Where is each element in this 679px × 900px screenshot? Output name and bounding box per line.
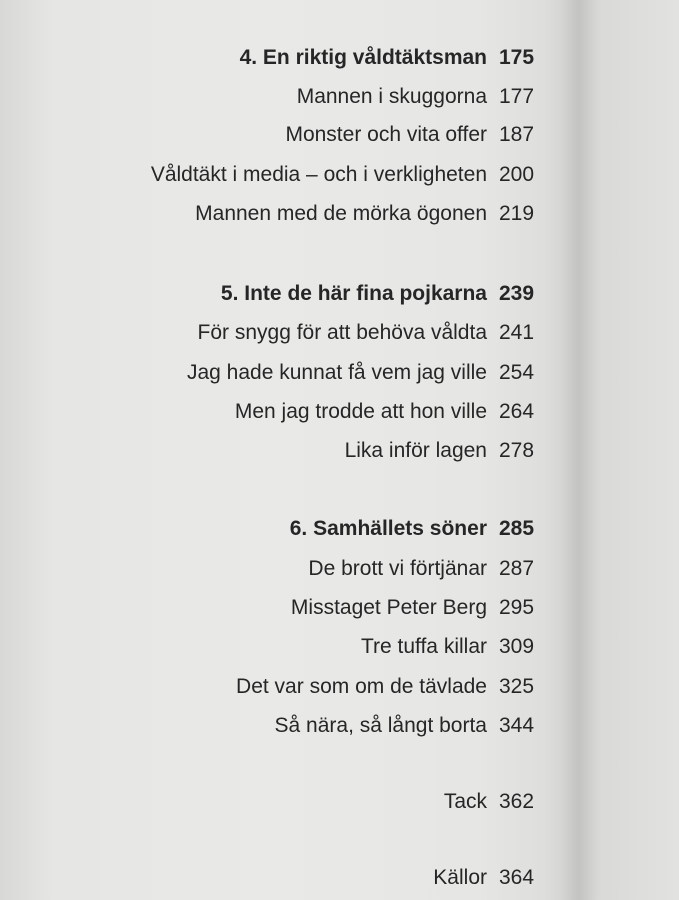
toc-entry (60, 714, 545, 738)
toc-entry (60, 675, 545, 699)
chapter-title: 4. En riktig våldtäktsman (239, 46, 487, 69)
section-title: Mannen i skuggorna (296, 85, 487, 108)
section-title: De brott vi förtjänar (308, 557, 487, 580)
page-number: 364 (499, 866, 535, 889)
section-title: Jag hade kunnat få vem jag ville (186, 361, 487, 384)
section-title: Källor (433, 866, 487, 889)
chapter-6-heading (60, 517, 545, 541)
page-number: 362 (499, 790, 535, 813)
page-number: 219 (499, 202, 535, 225)
page-number: 200 (499, 163, 535, 186)
page-number: 309 (499, 635, 535, 658)
page-number: 239 (499, 282, 535, 305)
page-number: 295 (499, 596, 535, 619)
page-number: 187 (499, 123, 535, 146)
toc-entry (60, 321, 545, 345)
page-number: 278 (499, 439, 535, 462)
page-number: 175 (499, 46, 535, 69)
toc-entry (60, 596, 545, 620)
page-number: 287 (499, 557, 535, 580)
toc-entry (60, 400, 545, 424)
page-number: 264 (499, 400, 535, 423)
section-title: Våldtäkt i media – och i verkligheten (150, 163, 487, 186)
toc-entry (60, 635, 545, 659)
page-number: 254 (499, 361, 535, 384)
section-title: Monster och vita offer (285, 123, 487, 146)
section-title: Men jag trodde att hon ville (234, 400, 487, 423)
chapter-5-heading (60, 282, 545, 306)
section-title: Så nära, så långt borta (274, 714, 487, 737)
chapter-title: 6. Samhällets söner (289, 517, 487, 540)
toc-entry (60, 163, 545, 187)
toc-entry (60, 85, 545, 109)
page-number: 344 (499, 714, 535, 737)
section-title: Misstaget Peter Berg (290, 596, 487, 619)
page-number: 241 (499, 321, 535, 344)
page-number: 285 (499, 517, 535, 540)
toc-entry (60, 123, 545, 147)
section-title: Lika inför lagen (344, 439, 487, 462)
section-title: Det var som om de tävlade (236, 675, 487, 698)
section-title: Tack (443, 790, 487, 813)
section-title: Tre tuffa killar (360, 635, 487, 658)
chapter-4-heading (60, 46, 545, 70)
toc-entry (60, 557, 545, 581)
section-title: Mannen med de mörka ögonen (195, 202, 487, 225)
toc-entry (60, 361, 545, 385)
toc-entry (60, 202, 545, 226)
page-number: 325 (499, 675, 535, 698)
toc-entry-sources (60, 866, 545, 890)
section-title: För snygg för att behöva våldta (197, 321, 487, 344)
page-number: 177 (499, 85, 535, 108)
chapter-title: 5. Inte de här fina pojkarna (220, 282, 487, 305)
toc-entry-acknowledgements (60, 790, 545, 814)
toc-entry (60, 439, 545, 463)
